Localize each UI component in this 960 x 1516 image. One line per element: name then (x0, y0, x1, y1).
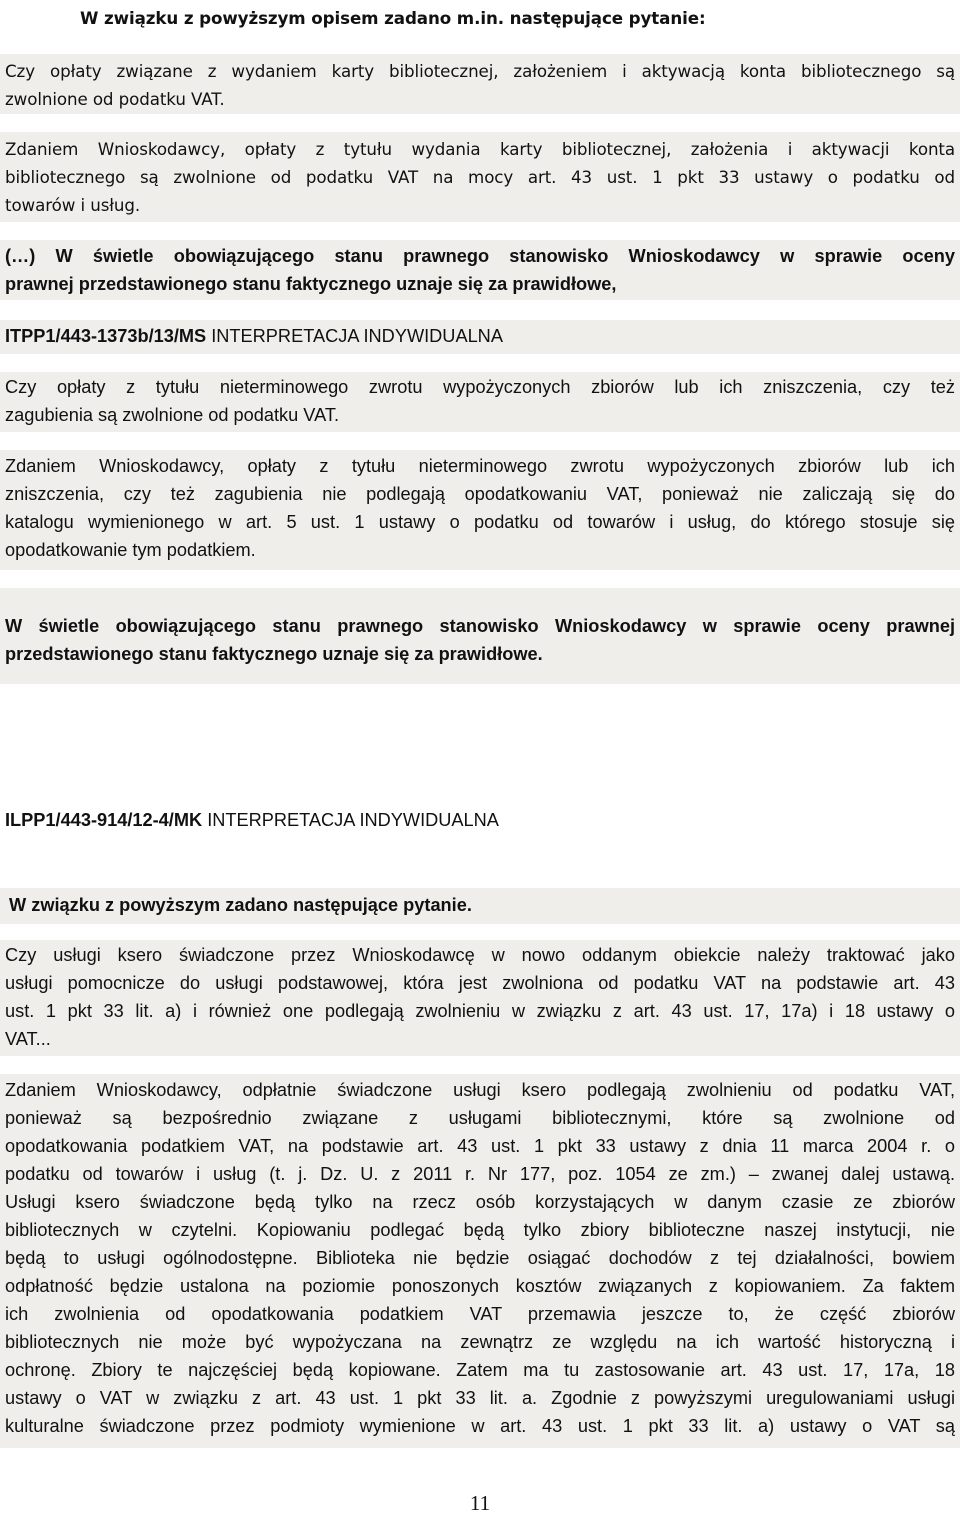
section3-position-line-12: ustawy o VAT w związku z art. 43 ust. 1 pkt 33 lit. a. Zgodnie z powyższymi uregulowaniami usługi (5, 1388, 955, 1408)
section2-position-line-2: zniszczenia, czy też zagubienia nie podlegają opodatkowaniu VAT, ponieważ nie zaliczają się do (5, 484, 955, 504)
section1-question-block (0, 54, 960, 114)
section3-position-line-3: opodatkowania podatkiem VAT, na podstawie art. 43 ust. 1 pkt 33 ustawy z dnia 11 marca 2004 r. o (5, 1136, 955, 1156)
section2-ref-block (0, 320, 960, 354)
section3-question-line-2: usługi pomocnicze do usługi podstawowej, która jest zwolniona od podatku VAT na podstawie art. 43 (5, 973, 955, 993)
section1-position-line-1: Zdaniem Wnioskodawcy, opłaty z tytułu wydania karty bibliotecznej, założenia i aktywacji konta (5, 139, 955, 159)
section3-question-line-4: VAT... (5, 1029, 51, 1049)
section2-position-line-4: opodatkowanie tym podatkiem. (5, 540, 256, 560)
section3-ref-block (0, 805, 960, 839)
section3-question-block (0, 940, 960, 1056)
section3-position-line-4: podatku od towarów i usług (t. j. Dz. U. z 2011 r. Nr 177, poz. 1054 ze zm.) – zwanej dalej ustawą. (5, 1164, 955, 1184)
section2-position-block (0, 450, 960, 570)
section3-position-line-5: Usługi ksero świadczone będą tylko na rzecz osób korzystających w danym czasie ze zbiorów (5, 1192, 955, 1212)
section2-ruling-block (0, 588, 960, 684)
section3-position-line-13: kulturalne świadczone przez podmioty wymienione w art. 43 ust. 1 pkt 33 lit. a) ustawy o VAT są (5, 1416, 955, 1436)
section3-question-line-3: ust. 1 pkt 33 lit. a) i również one podlegają zwolnieniu w związku z art. 43 ust. 17, 17a) i 18 ustawy o (5, 1001, 955, 1021)
section2-ref-label: INTERPRETACJA INDYWIDUALNA (206, 326, 503, 346)
section3-position-line-2: ponieważ są bezpośrednio związane z usługami bibliotecznymi, które są zwolnione od (5, 1108, 955, 1128)
section3-position-line-10: bibliotecznych nie może być wypożyczana na zewnątrz ze względu na ich wartość historyczną i (5, 1332, 955, 1352)
section3-position-line-9: ich zwolnienia od opodatkowania podatkiem VAT przemawia jeszcze to, że część zbiorów (5, 1304, 955, 1324)
section3-question-line-1: Czy usługi ksero świadczone przez Wnioskodawcę w nowo oddanym obiekcie należy traktować jako (5, 945, 955, 965)
section3-position-line-8: odpłatność będzie ustalona na poziomie ponoszonych kosztów związanych z kopiowaniem. Za faktem (5, 1276, 955, 1296)
section3-reference (5, 810, 955, 831)
section3-position-line-1: Zdaniem Wnioskodawcy, odpłatnie świadczone usługi ksero podlegają zwolnieniu od podatku VAT, (5, 1080, 955, 1100)
section1-position-block (0, 132, 960, 222)
section2-position-line-1: Zdaniem Wnioskodawcy, opłaty z tytułu nieterminowego zwrotu wypożyczonych zbiorów lub ich (5, 456, 955, 476)
section1-ruling-line-1: (…) W świetle obowiązującego stanu prawnego stanowisko Wnioskodawcy w sprawie oceny (5, 246, 955, 266)
section2-question-line-2: zagubienia są zwolnione od podatku VAT. (5, 405, 339, 425)
section1-ruling-line-2: prawnej przedstawionego stanu faktycznego uznaje się za prawidłowe, (5, 274, 617, 294)
section2-ref-code: ITPP1/443-1373b/13/MS (5, 326, 207, 346)
section3-position-line-11: ochronę. Zbiory te najczęściej będą kopiowane. Zatem ma tu zastosowanie art. 43 ust. 17, 17a, 18 (5, 1360, 955, 1380)
section3-ref-code: ILPP1/443-914/12-4/MK (5, 810, 203, 830)
section3-ref-label: INTERPRETACJA INDYWIDUALNA (202, 810, 499, 830)
page-number: 11 (469, 1491, 491, 1515)
section2-ruling-line-2: przedstawionego stanu faktycznego uznaje się za prawidłowe. (5, 644, 543, 664)
section3-position-block (0, 1074, 960, 1448)
section3-position-line-6: bibliotecznych w czytelni. Kopiowaniu podlegać będą tylko zbiory biblioteczne naszej instytucji, nie (5, 1220, 955, 1240)
section1-position-line-2: bibliotecznego są zwolnione od podatku VAT na mocy art. 43 ust. 1 pkt 33 ustawy o podatku od (5, 167, 955, 187)
section1-heading: W związku z powyższym opisem zadano m.in. następujące pytanie: (80, 8, 706, 28)
section2-reference (5, 326, 955, 347)
section2-question-block (0, 372, 960, 432)
section2-ruling-line-1: W świetle obowiązującego stanu prawnego stanowisko Wnioskodawcy w sprawie oceny prawnej (5, 616, 955, 636)
section3-position-line-7: będą to usługi ogólnodostępne. Biblioteka nie będzie osiągać dochodów z tej działalności, bowiem (5, 1248, 955, 1268)
section1-position-line-3: towarów i usług. (5, 195, 141, 215)
section3-heading-block (0, 888, 960, 924)
section2-question-line-1: Czy opłaty z tytułu nieterminowego zwrotu wypożyczonych zbiorów lub ich zniszczenia, czy też (5, 377, 955, 397)
section1-question-line-1: Czy opłaty związane z wydaniem karty bibliotecznej, założeniem i aktywacją konta bibliotecznego są (5, 61, 955, 81)
section1-ruling-block (0, 240, 960, 300)
section1-heading-block (0, 4, 960, 34)
section1-question-line-2: zwolnione od podatku VAT. (5, 89, 225, 109)
section3-heading: W związku z powyższym zadano następujące pytanie. (9, 895, 472, 915)
section2-position-line-3: katalogu wymienionego w art. 5 ust. 1 ustawy o podatku od towarów i usług, do którego stosuje się (5, 512, 955, 532)
